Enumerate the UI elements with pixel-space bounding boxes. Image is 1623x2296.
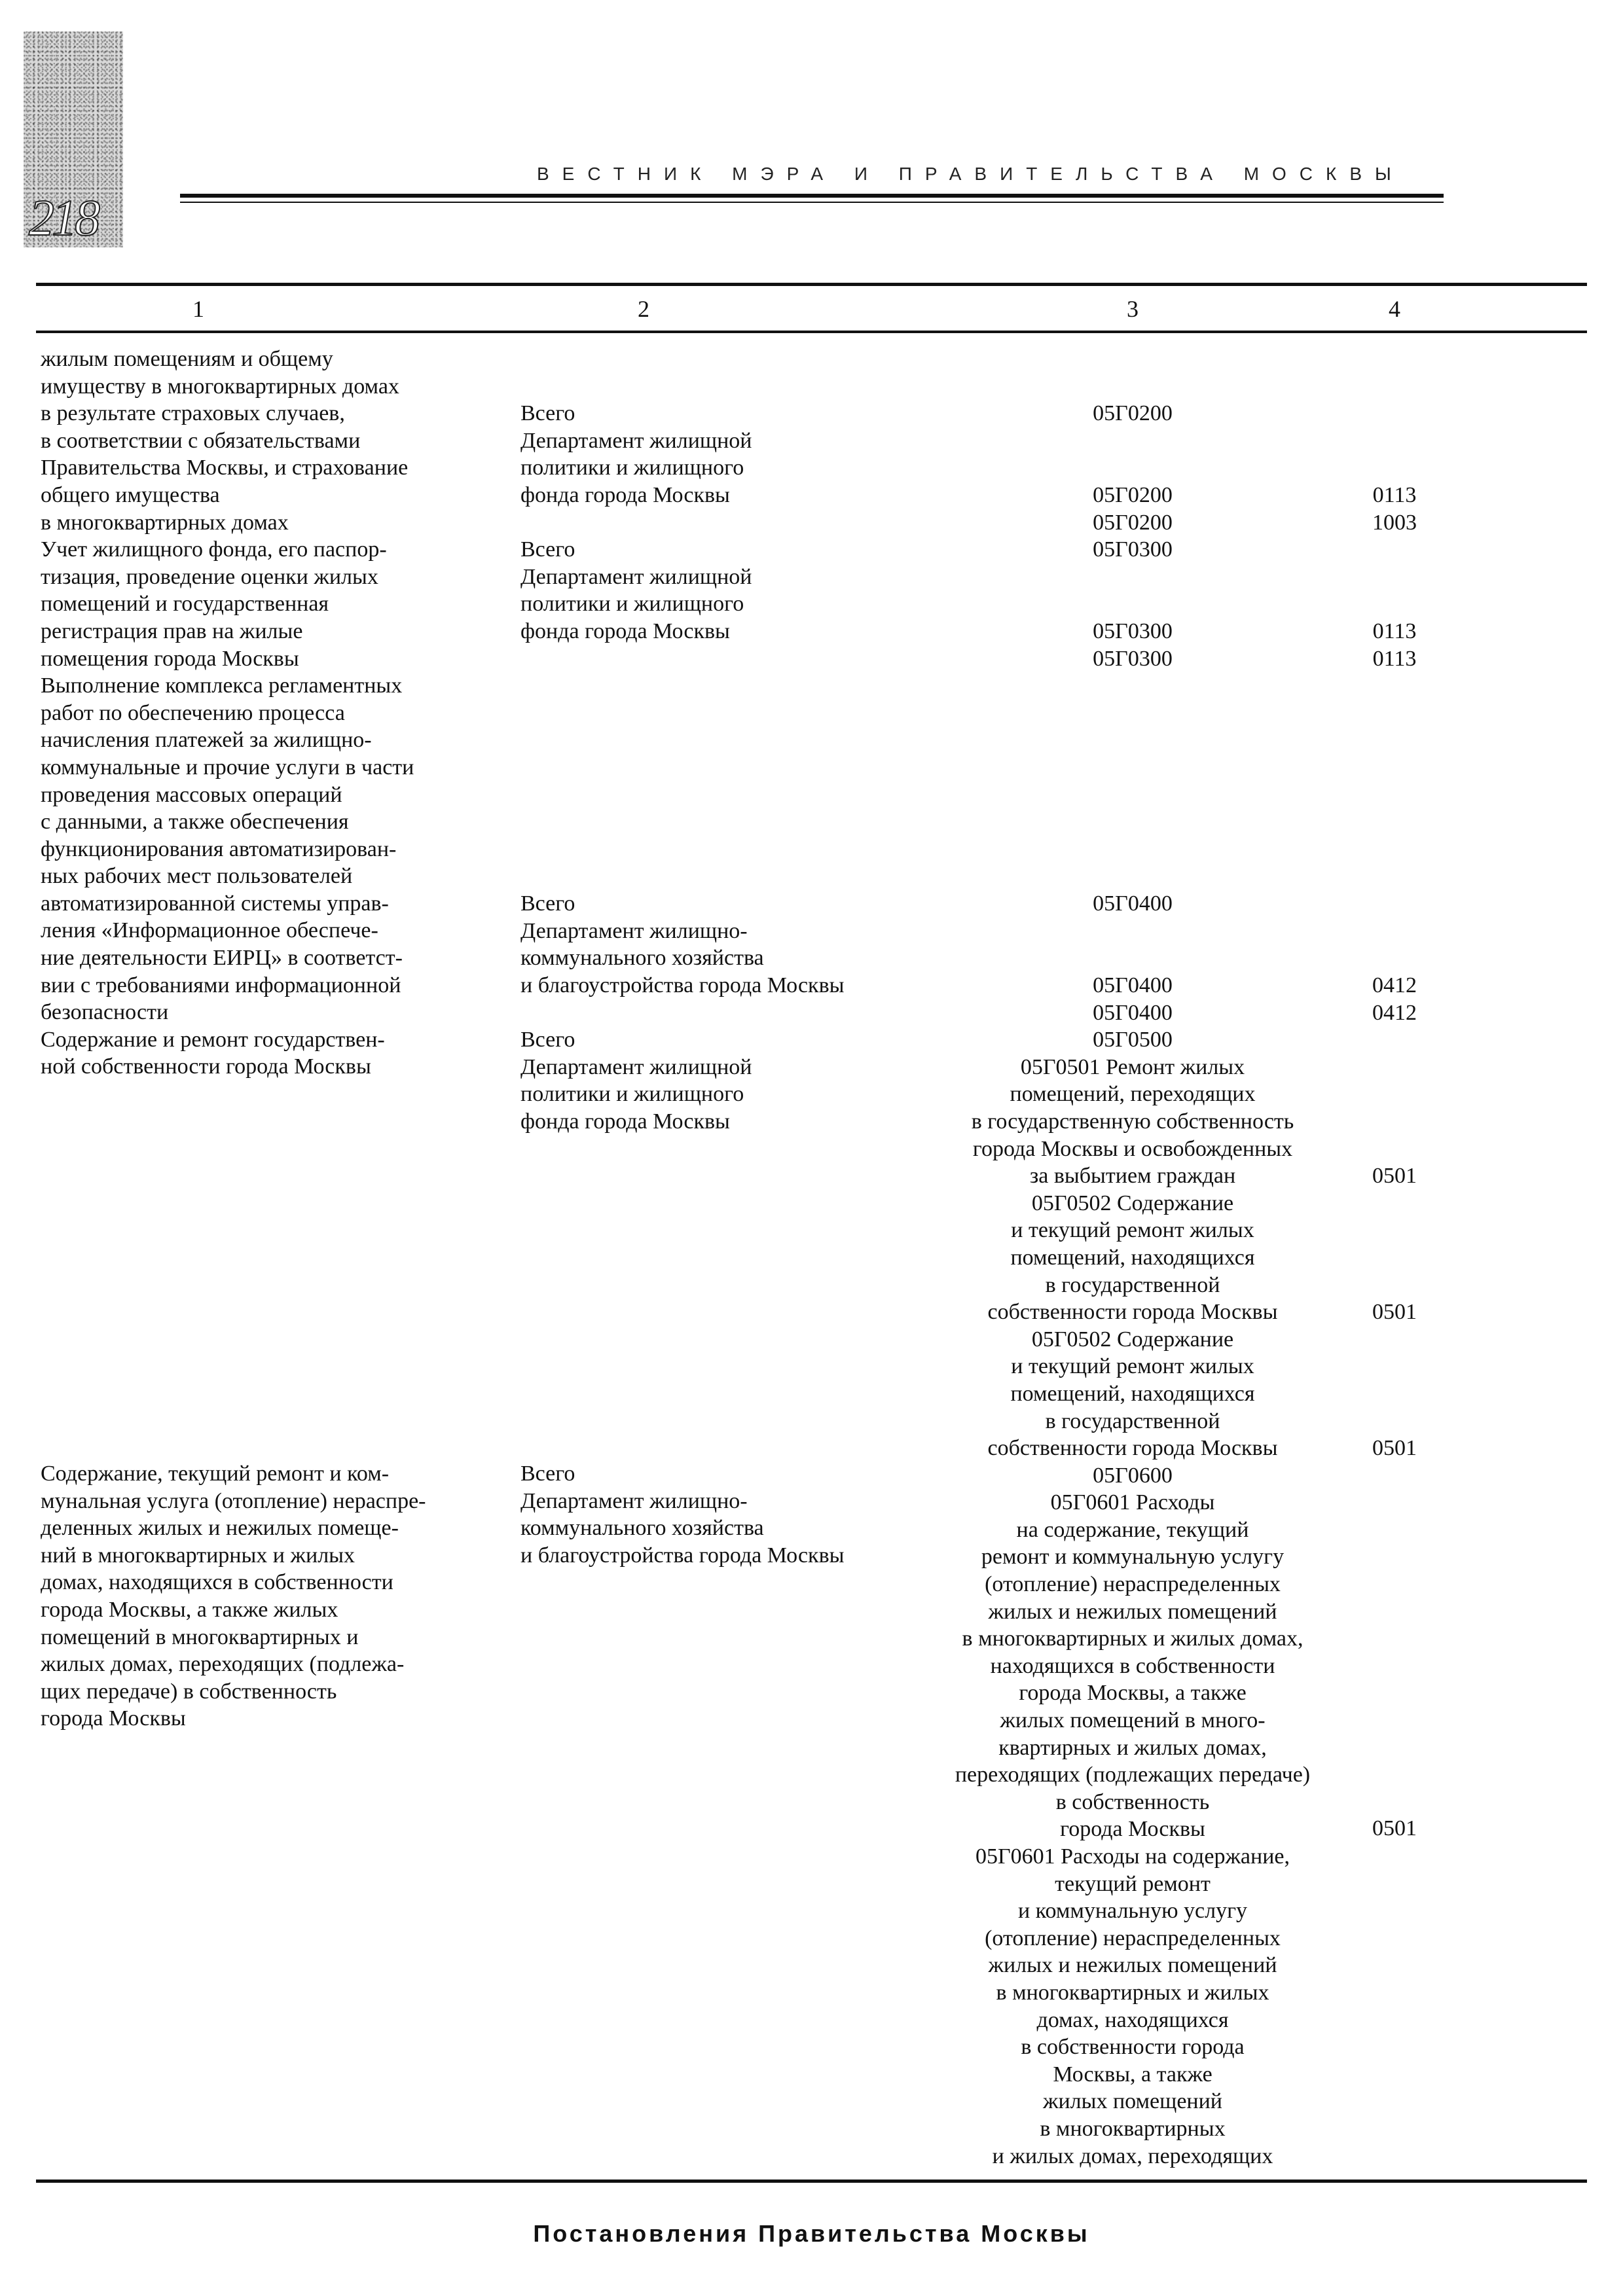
row-description: Содержание, текущий ремонт и ком- мунальная услуга (отопление) нераспре- деленных жилых и нежилых помеще- ний в многоквартирных и жилых домах, находящихся в собственности города Москвы, а также жилых помещений в многоквартирных и жилых домах, переходящих (подлежа- щих передаче) в собственность города Москвы bbox=[41, 1462, 426, 1731]
row-code: 05Г0200 05Г0200 05Г0300 bbox=[1093, 483, 1173, 562]
column-header-1: 1 bbox=[192, 296, 204, 322]
row-code: 05Г0400 05Г0400 05Г0500 05Г0501 Ремонт жилых помещений, переходящих в государственную собственность города Москвы и освобожденных за выбытием граждан 05Г0502 Содержание и текущий ремонт жилых помещений, находящихся в государственной собственности города Москвы 05Г0502 Содержание и текущий ремонт жилых помещений, находящихся в государственной собственности города Москвы 05Г0600 05Г0601 Расходы на содержание, текущий ремонт и коммунальную услугу (отопление) нераспределенных жилых и нежилых помещений в многоквартирных и жилых домах, находящихся в собственности города Москвы, а также жилых помещений в много- квартирных и жилых домах, переходящих (подлежащих передаче) в собственность города Москвы 05Г0601 Расходы на содержание, текущий ремонт и коммунальную услугу (отопление) нераспределенных жилых и нежилых помещений в многоквартирных и жилых домах, находящихся в собственности города Москвы, а также жилых помещений в многоквартирных и жилых домах, переходящих bbox=[955, 973, 1311, 2168]
row-code: 05Г0400 bbox=[1093, 891, 1173, 916]
row-code: 05Г0300 05Г0300 bbox=[1093, 619, 1173, 671]
header-rule-thin bbox=[180, 202, 1444, 203]
column-header-2: 2 bbox=[638, 296, 649, 322]
footer-section-title: Постановления Правительства Москвы bbox=[533, 2220, 1090, 2247]
header-rule bbox=[180, 194, 1444, 198]
journal-title: ВЕСТНИК МЭРА И ПРАВИТЕЛЬСТВА МОСКВЫ bbox=[537, 164, 1404, 184]
column-header-4: 4 bbox=[1389, 296, 1400, 322]
page-number: 218 bbox=[29, 189, 98, 246]
row-code: 05Г0200 bbox=[1093, 401, 1173, 425]
page-number-decoration bbox=[24, 31, 123, 247]
row-department: Всего Департамент жилищной политики и жилищного фонда города Москвы bbox=[520, 401, 752, 507]
row-department: Всего Департамент жилищной политики и жилищного фонда города Москвы bbox=[520, 1028, 752, 1134]
row-section-code: 0501 bbox=[1372, 1300, 1417, 1324]
column-header-3: 3 bbox=[1127, 296, 1139, 322]
row-section-code: 0501 bbox=[1372, 1164, 1417, 1188]
row-department: Всего Департамент жилищно- коммунального хозяйства и благоустройства города Москвы bbox=[520, 1462, 845, 1568]
row-section-code: 0113 1003 bbox=[1372, 483, 1417, 535]
row-section-code: 0412 0412 bbox=[1372, 973, 1417, 1025]
table-bottom-rule bbox=[36, 2179, 1587, 2183]
table-top-rule bbox=[36, 283, 1587, 286]
row-section-code: 0501 bbox=[1372, 1436, 1417, 1460]
row-section-code: 0501 bbox=[1372, 1816, 1417, 1840]
row-section-code: 0113 0113 bbox=[1372, 619, 1417, 671]
row-department: Всего Департамент жилищной политики и жилищного фонда города Москвы bbox=[520, 537, 752, 643]
row-department: Всего Департамент жилищно- коммунального хозяйства и благоустройства города Москвы bbox=[520, 891, 845, 997]
row-description: жилым помещениям и общему имуществу в многоквартирных домах в результате страховых случаев, в соответствии с обязательствами Правительства Москвы, и страхование общего имущества в многоквартирных домах Учет жилищного фонда, его паспор- тизация, проведение оценки жилых помещений и государственная регистрация прав на жилые помещения города Москвы Выполнение комплекса регламентных работ по обеспечению процесса начисления платежей за жилищно- коммунальные и прочие услуги в части проведения массовых операций с данными, а также обеспечения функционирования автоматизирован- ных рабочих мест пользователей автоматизированной системы управ- ления «Информационное обеспече- ние деятельности ЕИРЦ» в соответст- вии с требованиями информационной безопасности Содержание и ремонт государствен- ной собственности города Москвы bbox=[41, 347, 414, 1079]
table-header-rule bbox=[36, 331, 1587, 333]
